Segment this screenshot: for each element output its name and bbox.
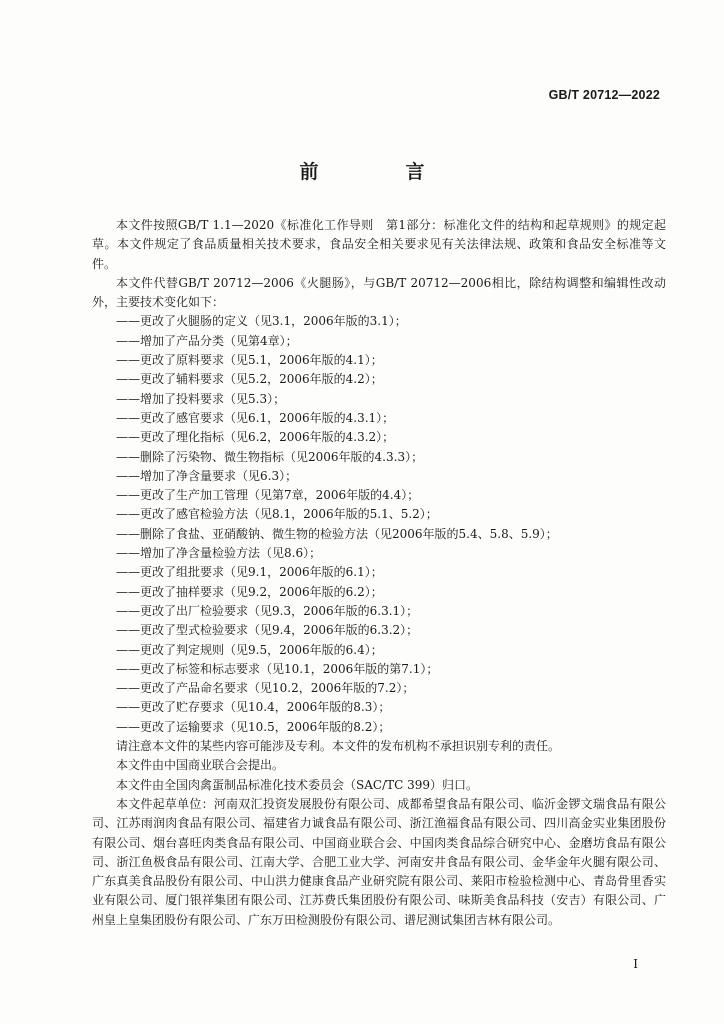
change-item: ——更改了生产加工管理（见第7章，2006年版的4.4）； <box>116 488 420 503</box>
page-title: 前 言 <box>299 161 459 183</box>
change-item: ——增加了净含量要求（见6.3）； <box>116 468 298 483</box>
technical-changes-list <box>92 312 666 737</box>
change-item: ——更改了辅料要求（见5.2，2006年版的4.2）； <box>116 372 383 387</box>
change-item: ——更改了判定规则（见9.5，2006年版的6.4）； <box>116 642 383 657</box>
patent-notice: 请注意本文件的某些内容可能涉及专利。本文件的发布机构不承担识别专利的责任。 <box>116 739 561 754</box>
change-item: ——删除了食盐、亚硝酸钠、微生物的检验方法（见2006年版的5.4、5.8、5.9）； <box>116 526 558 541</box>
change-item: ——更改了出厂检验要求（见9.3，2006年版的6.3.1）； <box>116 603 419 618</box>
change-item: ——增加了投料要求（见5.3）； <box>116 391 286 406</box>
change-item: ——更改了产品命名要求（见10.2，2006年版的7.2）； <box>116 681 415 696</box>
change-item: ——更改了型式检验要求（见9.4，2006年版的6.3.2）； <box>116 623 419 638</box>
change-item: ——增加了净含量检验方法（见8.6）； <box>116 546 322 561</box>
change-item: ——更改了标签和标志要求（见10.1，2006年版的第7.1）； <box>116 661 439 676</box>
standard-code: GB/T 20712—2022 <box>548 88 660 102</box>
change-item: ——更改了感官要求（见6.1，2006年版的4.3.1）； <box>116 410 395 425</box>
change-item: ——更改了理化指标（见6.2，2006年版的4.3.2）； <box>116 430 395 445</box>
change-item: ——更改了感官检验方法（见8.1，2006年版的5.1、5.2）； <box>116 507 438 522</box>
page-number: I <box>633 957 638 971</box>
change-item: ——更改了运输要求（见10.5，2006年版的8.2）； <box>116 719 391 734</box>
proposer-statement: 本文件由中国商业联合会提出。 <box>116 758 285 773</box>
committee-statement: 本文件由全国肉禽蛋制品标准化技术委员会（SAC/TC 399）归口。 <box>116 777 479 792</box>
intro-paragraph-replacement: 本文件代替GB/T 20712—2006《火腿肠》，与GB/T 20712—2006相比，除结构调整和编辑性改动外，主要技术变化如下： <box>92 275 666 310</box>
intro-paragraph-drafting-rules: 本文件按照GB/T 1.1—2020《标准化工作导则 第1部分：标准化文件的结构和起草规则》的规定起草。本文件规定了食品质量相关技术要求，食品安全相关要求见有关法律法规、政策和食品安全标准等文件。 <box>92 218 666 271</box>
change-item: ——更改了火腿肠的定义（见3.1，2006年版的3.1）； <box>116 314 407 329</box>
change-item: ——更改了组批要求（见9.1，2006年版的6.1）； <box>116 565 383 580</box>
change-item: ——更改了贮存要求（见10.4，2006年版的8.3）； <box>116 700 391 715</box>
change-item: ——更改了抽样要求（见9.2，2006年版的6.2）； <box>116 584 383 599</box>
change-item: ——更改了原料要求（见5.1，2006年版的4.1）； <box>116 353 383 368</box>
change-item: ——增加了产品分类（见第4章）； <box>116 333 298 348</box>
change-item: ——删除了污染物、微生物指标（见2006年版的4.3.3）； <box>116 449 424 464</box>
foreword-body <box>92 216 666 930</box>
drafting-organizations: 本文件起草单位：河南双汇投资发展股份有限公司、成都希望食品有限公司、临沂金锣文瑞食品有限公司、江苏雨润肉食品有限公司、福建省力诚食品有限公司、浙江渔福食品有限公司、四川高金实业集团股份有限公司、烟台喜旺肉类食品有限公司、中国商业联合会、中国肉类食品综合研究中心、金磨坊食品有限公司、浙江鱼极食品有限公司、江南大学、合肥工业大学、河南安井食品有限公司、金华金年火腿有限公司、广东真美食品股份有限公司、中山洪力健康食品产业研究院有限公司、莱阳市检验检测中心、青岛骨里香实业有限公司、厦门银祥集团有限公司、江苏费氏集团股份有限公司、味斯美食品科技（安吉）有限公司、广州皇上皇集团股份有限公司、广东万田检测股份有限公司、谱尼测试集团吉林有限公司。 <box>92 796 666 927</box>
